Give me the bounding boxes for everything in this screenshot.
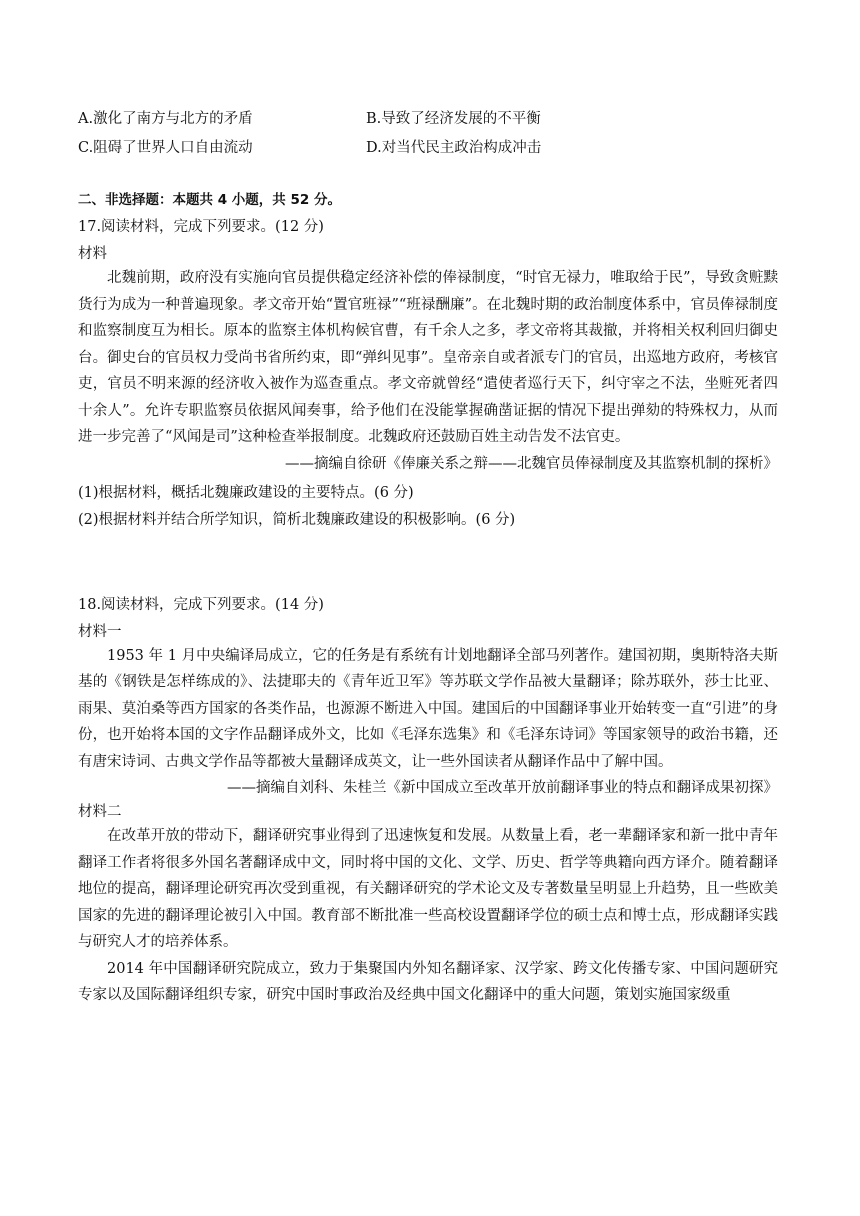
answer-space: [78, 531, 778, 589]
q18-material2-paragraph-2: 2014 年中国翻译研究院成立，致力于集聚国内外知名翻译家、汉学家、跨文化传播专家、中国问题研究专家以及国际翻译组织专家，研究中国时事政治及经典中国文化翻译中的重大问题，策划实施国家级重: [78, 960, 778, 1003]
q17-sub-question-2: (2)根据材料并结合所学知识，简析北魏廉政建设的积极影响。(6 分): [78, 511, 516, 528]
exam-page: [78, 108, 778, 1009]
q18-material1-label: 材料一: [78, 623, 122, 640]
option-a: A.激化了南方与北方的矛盾: [78, 111, 253, 127]
section-heading: 二、非选择题：本题共 4 小题，共 52 分。: [78, 192, 341, 208]
options-row-2: [78, 137, 778, 159]
options-row-1: [78, 108, 778, 130]
q17-material-paragraph: 北魏前期，政府没有实施向官员提供稳定经济补偿的俸禄制度，“时官无禄力，唯取给于民”，导致贪赃黩货行为成为一种普遍现象。孝文帝开始“置官班禄”“班禄酬廉”。在北魏时期的政治制度体系中，官员俸禄制度和监察制度互为相长。原本的监察主体机构候官曹，有千余人之多，孝文帝将其裁撤，并将相关权利回归御史台。御史台的官员权力受尚书省所约束，即“弹纠见事”。皇帝亲自或者派专门的官员，出巡地方政府，考核官吏，官员不明来源的经济收入被作为巡查重点。孝文帝就曾经“遣使者巡行天下，纠守宰之不法，坐赃死者四十余人”。允许专职监察员依据风闻奏事，给予他们在没能掌握确凿证据的情况下提出弹劾的特殊权力，从而进一步完善了“风闻是司”这种检查举报制度。北魏政府还鼓励百姓主动告发不法官吏。: [78, 270, 778, 445]
q17-material-label: 材料: [78, 246, 107, 262]
q18-title: 18.阅读材料，完成下列要求。(14 分): [78, 596, 324, 613]
q18-material1-paragraph: 1953 年 1 月中央编译局成立，它的任务是有系统有计划地翻译全部马列著作。建国初期，奥斯特洛夫斯基的《钢铁是怎样练成的》、法捷耶夫的《青年近卫军》等苏联文学作品被大量翻译；除苏联外，莎士比亚、雨果、莫泊桑等西方国家的各类作品，也源源不断进入中国。建国后的中国翻译事业开始转变一直“引进”的身份，也开始将本国的文字作品翻译成外文，比如《毛泽东选集》和《毛泽东诗词》等国家领导的政治书籍，还有唐宋诗词、古典文学作品等都被大量翻译成英文，让一些外国读者从翻译作品中了解中国。: [78, 647, 778, 770]
option-c: C.阻碍了世界人口自由流动: [78, 140, 253, 156]
q17-sub-question-1: (1)根据材料，概括北魏廉政建设的主要特点。(6 分): [78, 484, 414, 501]
q17-source: ——摘编自徐研《俸廉关系之辩——北魏官员俸禄制度及其监察机制的探析》: [285, 455, 778, 472]
q18-material1-source: ——摘编自刘科、朱桂兰《新中国成立至改革开放前翻译事业的特点和翻译成果初探》: [227, 780, 778, 796]
option-d: D.对当代民主政治构成冲击: [366, 140, 542, 156]
q18-material2-paragraph-1: 在改革开放的带动下，翻译研究事业得到了迅速恢复和发展。从数量上看，老一辈翻译家和新一批中青年翻译工作者将很多外国名著翻译成中文，同时将中国的文化、文学、历史、哲学等典籍向西方译介。随着翻译地位的提高，翻译理论研究再次受到重视，有关翻译研究的学术论文及专著数量呈明显上升趋势，且一些欧美国家的先进的翻译理论被引入中国。教育部不断批准一些高校设置翻译学位的硕士点和博士点，形成翻译实践与研究人才的培养体系。: [78, 828, 778, 950]
option-b: B.导致了经济发展的不平衡: [366, 111, 541, 127]
q17-title: 17.阅读材料，完成下列要求。(12 分): [78, 219, 324, 235]
q18-material2-label: 材料二: [78, 804, 122, 820]
